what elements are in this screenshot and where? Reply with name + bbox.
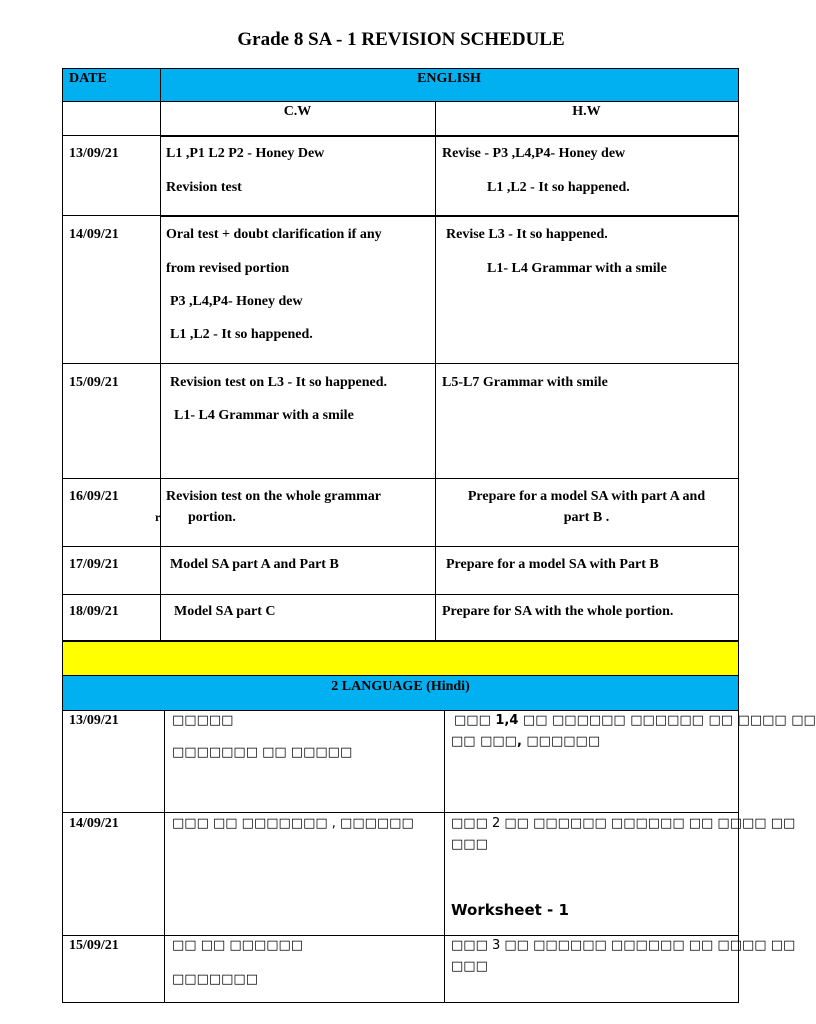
- hw-line: Prepare for SA with the whole portion.: [442, 604, 674, 619]
- hw-line: □□□ 1,4 □□ □□□□□□ □□□□□□ □□ □□□□ □□: [454, 713, 816, 728]
- hw-line: □□ □□□, □□□□□□: [451, 734, 601, 749]
- hw-line: □□□: [451, 837, 488, 852]
- cw-line: Revision test on the whole grammar: [166, 489, 382, 504]
- english-subject-header: ENGLISH: [417, 71, 481, 86]
- row-date: 17/09/21: [69, 557, 119, 572]
- cw-line: Revision test on L3 - It so happened.: [170, 375, 388, 390]
- row-date: 15/09/21: [69, 375, 119, 390]
- cw-line: Revision test: [166, 180, 242, 195]
- row-date: 15/09/21: [69, 938, 119, 953]
- date-column-header: DATE: [69, 71, 107, 86]
- page-title: Grade 8 SA - 1 REVISION SCHEDULE: [237, 29, 565, 50]
- hw-line: part B .: [563, 510, 610, 525]
- row-date: 13/09/21: [69, 146, 119, 161]
- hw-line: □□□: [451, 959, 488, 974]
- row-date: 14/09/21: [69, 816, 119, 831]
- worksheet-label: Worksheet - 1: [451, 901, 569, 919]
- section-divider-band: [62, 641, 739, 675]
- cw-line: Model SA part C: [174, 604, 276, 619]
- hw-line: Revise - P3 ,L4,P4- Honey dew: [442, 146, 626, 161]
- row-date: 18/09/21: [69, 604, 119, 619]
- cw-line: L1- L4 Grammar with a smile: [174, 408, 354, 423]
- hw-line: L5-L7 Grammar with smile: [442, 375, 608, 390]
- cw-line: L1 ,P1 L2 P2 - Honey Dew: [166, 146, 325, 161]
- cw-line: □□□□□□□ □□ □□□□□: [172, 745, 353, 760]
- cw-line: Oral test + doubt clarification if any: [166, 227, 382, 242]
- cw-line: L1 ,L2 - It so happened.: [170, 327, 313, 342]
- cw-column-header: C.W: [283, 104, 312, 119]
- cw-line: P3 ,L4,P4- Honey dew: [170, 294, 303, 309]
- cw-line: portion.: [188, 510, 236, 525]
- hw-line: Prepare for a model SA with part A and: [467, 489, 706, 504]
- cw-line: □□ □□ □□□□□□: [172, 938, 304, 953]
- cw-line: □□□ □□ □□□□□□□ , □□□□□□: [172, 816, 414, 831]
- hw-line: L1 ,L2 - It so happened.: [487, 180, 630, 195]
- row-date: 13/09/21: [69, 713, 119, 728]
- cw-stray-char: r: [155, 510, 161, 524]
- hw-line: Prepare for a model SA with Part B: [446, 557, 659, 572]
- hw-line: □□□ 3 □□ □□□□□□ □□□□□□ □□ □□□□ □□: [451, 938, 796, 953]
- hindi-subject-header: 2 LANGUAGE (Hindi): [331, 679, 470, 694]
- hw-column-header: H.W: [572, 104, 601, 119]
- hw-line: L1- L4 Grammar with a smile: [487, 261, 667, 276]
- cw-line: □□□□□□□: [172, 972, 258, 987]
- row-date: 16/09/21: [69, 489, 119, 504]
- cw-line: from revised portion: [166, 261, 290, 276]
- hw-line: □□□ 2 □□ □□□□□□ □□□□□□ □□ □□□□ □□: [451, 816, 796, 831]
- hw-line: Revise L3 - It so happened.: [446, 227, 608, 242]
- cw-line: □□□□□: [172, 713, 234, 728]
- cw-line: Model SA part A and Part B: [170, 557, 339, 572]
- row-date: 14/09/21: [69, 227, 119, 242]
